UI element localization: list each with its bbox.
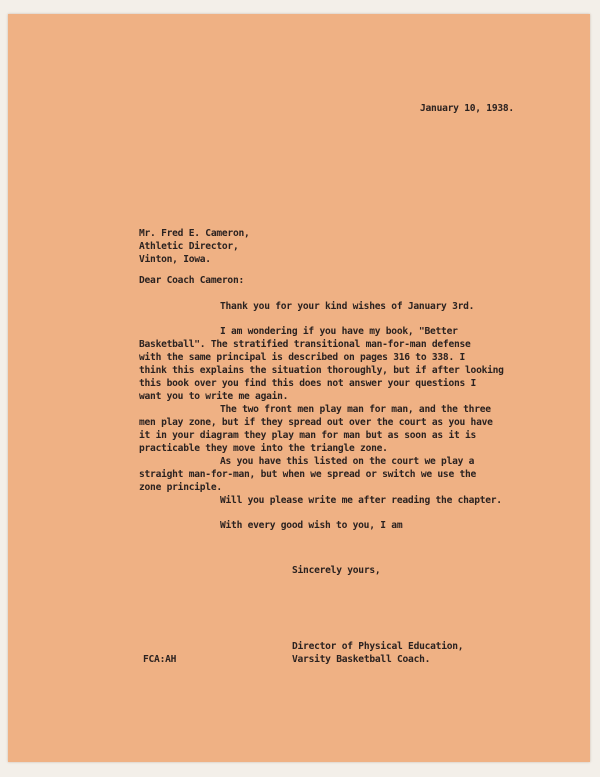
signature-subtitle: Varsity Basketball Coach. [292, 654, 431, 665]
paragraph-wishes: With every good wish to you, I am [220, 520, 403, 531]
reference-initials: FCA:AH [143, 654, 177, 665]
paragraph-line: zone principle. [139, 482, 222, 493]
recipient-name: Mr. Fred E. Cameron, [139, 228, 250, 239]
signature-title: Director of Physical Education, [292, 641, 464, 652]
closing: Sincerely yours, [292, 565, 381, 576]
paragraph-front-men [139, 403, 493, 455]
paragraph-line: As you have this listed on the court we play a [220, 456, 475, 467]
paragraph-court [139, 455, 476, 494]
paragraph-line: it in your diagram they play man for man but as soon as it is [139, 430, 477, 441]
recipient-title: Athletic Director, [139, 241, 239, 252]
salutation: Dear Coach Cameron: [139, 275, 244, 286]
paragraph-line: I am wondering if you have my book, "Better [220, 326, 458, 337]
paragraph-line: Basketball". The stratified transitional man-for-man defense [139, 339, 471, 350]
paragraph-line: with the same principal is described on pages 316 to 338. I [139, 352, 466, 363]
paragraph-line: The two front men play man for man, and the three [220, 404, 491, 415]
paragraph-line: straight man-for-man, but when we spread or switch we use the [139, 469, 477, 480]
recipient-location: Vinton, Iowa. [139, 254, 211, 265]
paragraph-line: want you to write me again. [139, 391, 289, 402]
paragraph-line: men play zone, but if they spread out over the court as you have [139, 417, 493, 428]
letter-date: January 10, 1938. [420, 103, 514, 114]
recipient-address [139, 227, 250, 266]
signature-block [292, 640, 463, 666]
paragraph-line: practicable they move into the triangle zone. [139, 443, 388, 454]
paragraph-thanks: Thank you for your kind wishes of January 3rd. [220, 301, 475, 312]
paragraph-request: Will you please write me after reading the chapter. [220, 495, 502, 506]
paragraph-line: this book over you find this does not answer your questions I [139, 378, 477, 389]
paragraph-book [139, 325, 504, 403]
letter-page [8, 14, 590, 762]
paragraph-line: think this explains the situation thoroughly, but if after looking [139, 365, 504, 376]
